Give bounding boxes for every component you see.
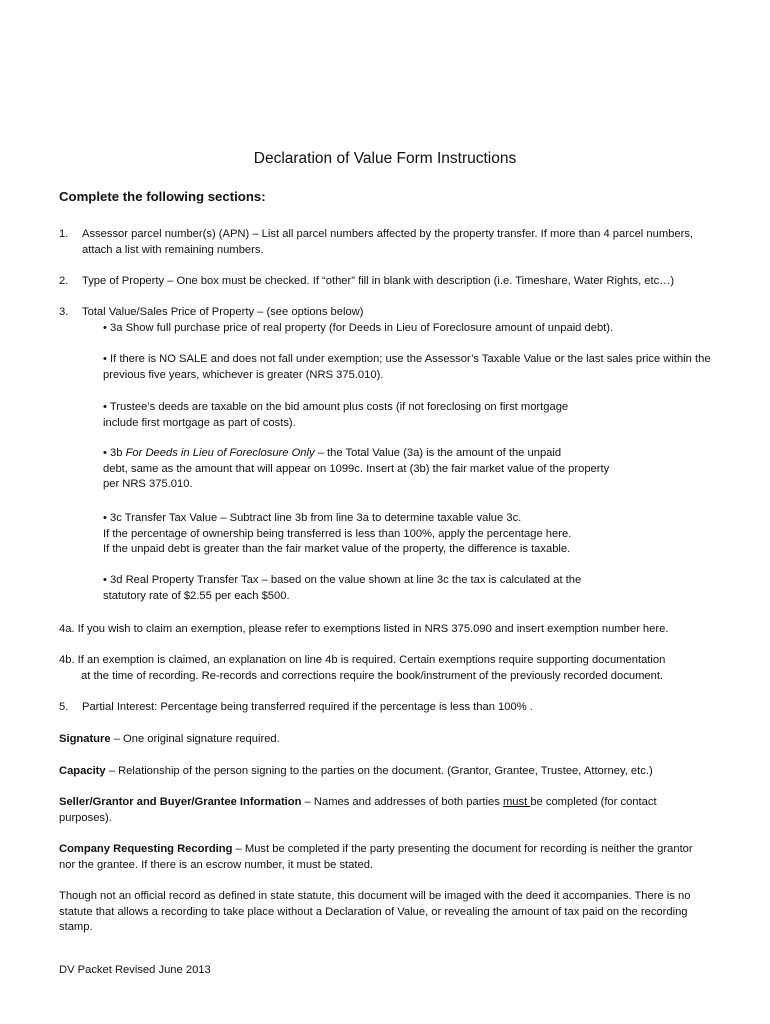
capacity-paragraph: Capacity – Relationship of the person signing to the parties on the document. (Grantor, Grantee, Trustee, Attorney, etc.) (59, 765, 653, 777)
signature-label: Signature (59, 733, 111, 745)
section-heading: Complete the following sections: (59, 189, 266, 204)
item-text: Total Value/Sales Price of Property – (see options below) (82, 306, 364, 318)
item-number: 5. (59, 701, 69, 713)
instruction-item-3 (59, 305, 709, 321)
footer-revision: DV Packet Revised June 2013 (59, 964, 211, 976)
instruction-item-2 (59, 274, 709, 290)
bullet-3a: • 3a Show full purchase price of real property (for Deeds in Lieu of Foreclosure amount of unpaid debt). (103, 322, 614, 334)
item-number: 1. (59, 228, 69, 240)
bullet-3d: • 3d Real Property Transfer Tax – based on the value shown at line 3c the tax is calculated at the statutory rate of $2.55 per each $500. (103, 574, 582, 602)
must-emphasis: must (502, 796, 531, 808)
instruction-item-1 (59, 227, 709, 258)
bullet-no-sale: • If there is NO SALE and does not fall under exemption; use the Assessor’s Taxable Value or the last sales price within the previous five years, whichever is greater (NRS 375.010). (103, 353, 711, 381)
item-text: Assessor parcel number(s) (APN) – List all parcel numbers affected by the property transfer. If more than 4 parcel numbers, attach a list with remaining numbers. (82, 228, 694, 256)
instruction-item-5 (59, 700, 709, 716)
bullet-3c: • 3c Transfer Tax Value – Subtract line 3b from line 3a to determine taxable value 3c. If the percentage of ownership being transferred is less than 100%, apply the percentage here. If the unpaid debt is greater than the fair market value of the property, the difference is taxable. (103, 512, 572, 556)
company-recording-paragraph: Company Requesting Recording – Must be completed if the party presenting the document for recording is neither the grantor nor the grantee. If there is an escrow number, it must be stated. (59, 843, 693, 871)
seller-buyer-paragraph: Seller/Grantor and Buyer/Grantee Information – Names and addresses of both parties must be completed (for contact purposes). (59, 796, 657, 824)
document-title: Declaration of Value Form Instructions (253, 150, 517, 167)
capacity-label: Capacity (59, 765, 106, 777)
closing-paragraph: Though not an official record as defined in state statute, this document will be imaged with the deed it accompanies. There is no statute that allows a recording to take place without a Declaration of Value, or revealing the amount of tax paid on the recording stamp. (59, 890, 691, 934)
signature-paragraph: Signature – One original signature required. (59, 733, 280, 745)
seller-buyer-label: Seller/Grantor and Buyer/Grantee Information (59, 796, 302, 808)
company-recording-label: Company Requesting Recording (59, 843, 233, 855)
bullet-trustee-deeds: • Trustee’s deeds are taxable on the bid amount plus costs (if not foreclosing on first mortgage include first mortgage as part of costs). (103, 401, 569, 429)
instruction-item-4a: 4a. If you wish to claim an exemption, please refer to exemptions listed in NRS 375.090 and insert exemption number here. (59, 623, 669, 635)
item-number: 3. (59, 306, 69, 318)
item-text: Type of Property – One box must be checked. If “other” fill in blank with description (i.e. Timeshare, Water Rights, etc…) (82, 275, 675, 287)
item-number: 2. (59, 275, 69, 287)
bullet-3b: • 3b For Deeds in Lieu of Foreclosure Only – the Total Value (3a) is the amount of the unpaid debt, same as the amount that will appear on 1099c. Insert at (3b) the fair market value of the property per NRS 375.010. (103, 447, 610, 491)
instruction-item-4b: 4b. If an exemption is claimed, an explanation on line 4b is required. Certain exemptions require supporting documentation at the time of recording. Re-records and corrections require the book/instrument of the previously recorded document. (59, 654, 666, 682)
item-text: Partial Interest: Percentage being transferred required if the percentage is less than 100% . (82, 701, 533, 713)
